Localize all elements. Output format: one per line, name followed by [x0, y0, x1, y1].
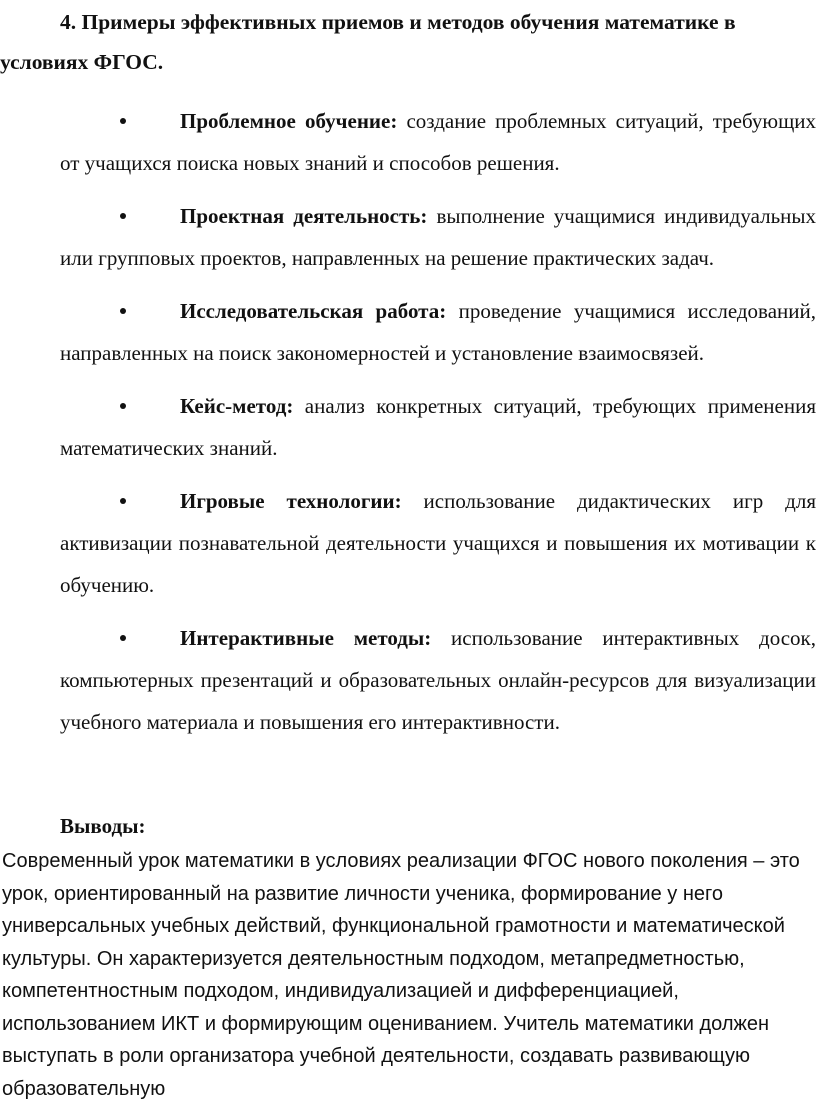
section-heading: 4. Примеры эффективных приемов и методов обучения математике в условиях ФГОС. — [0, 10, 736, 74]
method-description: выполнение учащимися индивидуальных или групповых проектов, направленных на решение практических задач. — [60, 204, 816, 270]
bullet-icon — [120, 213, 126, 219]
bullet-icon — [120, 403, 126, 409]
bullet-icon — [120, 118, 126, 124]
list-item — [60, 385, 816, 469]
list-item — [60, 100, 816, 184]
method-description: проведение учащимися исследований, направленных на поиск закономерностей и установление взаимосвязей. — [60, 299, 816, 365]
method-term: Кейс-метод: — [180, 394, 294, 418]
method-term: Проектная деятельность: — [180, 204, 428, 228]
methods-list — [60, 100, 816, 754]
conclusions-text: Современный урок математики в условиях реализации ФГОС нового поколения – это урок, ориентированный на развитие личности ученика, формирование у него универсальных учебных действий, функциональной грамотности и математической культуры. Он характеризуется деятельностным подходом, метапредметностью, компетентностным подходом, индивидуализацией и дифференциацией, использованием ИКТ и формирующим оцениванием. Учитель математики должен выступать в роли организатора учебной деятельности, создавать развивающую образовательную — [2, 850, 800, 1100]
method-term: Игровые технологии: — [180, 489, 402, 513]
list-item — [60, 480, 816, 606]
bullet-icon — [120, 635, 126, 641]
list-item — [60, 290, 816, 374]
list-item — [60, 195, 816, 279]
method-term: Проблемное обучение: — [180, 109, 398, 133]
conclusions-title: Выводы: — [60, 814, 146, 838]
method-description: использование интерактивных досок, компьютерных презентаций и образовательных онлайн-ресурсов для визуализации учебного материала и повышения его интерактивности. — [60, 626, 816, 734]
method-description: анализ конкретных ситуаций, требующих применения математических знаний. — [60, 394, 816, 460]
bullet-icon — [120, 498, 126, 504]
method-term: Исследовательская работа: — [180, 299, 447, 323]
method-term: Интерактивные методы: — [180, 626, 432, 650]
list-item — [60, 617, 816, 743]
bullet-icon — [120, 308, 126, 314]
method-description: создание проблемных ситуаций, требующих от учащихся поиска новых знаний и способов решения. — [60, 109, 816, 175]
method-description: использование дидактических игр для активизации познавательной деятельности учащихся и повышения их мотивации к обучению. — [60, 489, 816, 597]
